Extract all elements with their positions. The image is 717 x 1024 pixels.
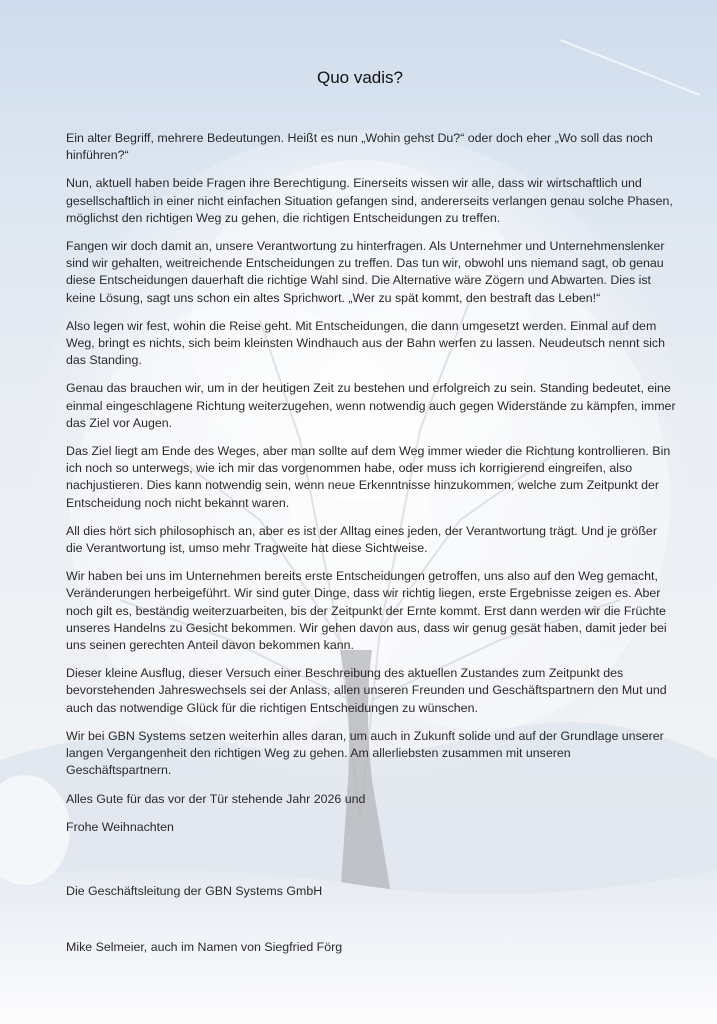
paragraph: Das Ziel liegt am Ende des Weges, aber man sollte auf dem Weg immer wieder die Richtung kontrollieren. Bin ich noch so unterwegs, wie ich mir das vorgenommen habe, oder muss ich korrigierend eingreifen, also nachjustieren. Dies kann notwendig sein, wenn neue Erkenntnisse hinzukommen, welche zum Zeitpunkt der Entscheidung noch nicht bekannt waren. bbox=[66, 444, 671, 510]
paragraph: Genau das brauchen wir, um in der heutigen Zeit zu bestehen und erfolgreich zu sein. Standing bedeutet, eine einmal eingeschlagene Richtung weiterzugehen, wenn notwendig auch gegen Widerstände zu kämpfen, immer das Ziel vor Augen. bbox=[66, 381, 676, 430]
signature-names: Mike Selmeier, auch im Namen von Siegfried Förg bbox=[66, 940, 343, 954]
paragraph: Also legen wir fest, wohin die Reise geht. Mit Entscheidungen, die dann umgesetzt werden. Einmal auf dem Weg, bringt es nichts, sich beim kleinsten Windhauch aus der Bahn werfen zu lassen. Neudeutsch nennt sich das Standing. bbox=[66, 318, 665, 368]
signature-company: Die Geschäftsleitung der GBN Systems GmbH bbox=[66, 884, 323, 898]
paragraph: Dieser kleine Ausflug, dieser Versuch einer Beschreibung des aktuellen Zustandes zum Zeitpunkt des bevorstehenden Jahreswechsels sei der Anlass, allen unseren Freunden und Geschäftspartnern den Mut und auch das notwendige Glück für die richtigen Entscheidungen zu wünschen. bbox=[66, 666, 667, 715]
letter-body bbox=[66, 130, 676, 847]
page-title: Quo vadis? bbox=[317, 68, 403, 87]
paragraph: Wir haben bei uns im Unternehmen bereits erste Entscheidungen getroffen, uns also auf den Weg gemacht, Veränderungen herbeigeführt. Wir sind guter Dinge, dass wir richtig liegen, erste Ergebnisse zeigen es. Aber noch gilt es, beständig weiterzuarbeiten, bis der Zeitpunkt der Ernte kommt. Erst dann werden wir die Früchte unseres Handelns zu Gesicht bekommen. Wir gehen davon aus, dass wir genug gesät haben, damit jeder bei uns seinen gerechten Anteil davon bekommen kann. bbox=[66, 569, 667, 653]
paragraph: All dies hört sich philosophisch an, aber es ist der Alltag eines jeden, der Verantwortung trägt. Und je größer die Verantwortung ist, umso mehr Tragweite hat diese Sichtweise. bbox=[66, 523, 657, 556]
paragraph: Ein alter Begriff, mehrere Bedeutungen. Heißt es nun „Wohin gehst Du?“ oder doch eher „Wo soll das noch hinführen?“ bbox=[66, 131, 653, 163]
paragraph: Nun, aktuell haben beide Fragen ihre Berechtigung. Einerseits wissen wir alle, dass wir wirtschaftlich und gesellschaftlich in einer nicht einfachen Situation gefangen sind, andererseits verlangen genau solche Phasen, möglichst den richtigen Weg zu gehen, die richtigen Entscheidungen zu treffen. bbox=[66, 176, 673, 225]
paragraph: Frohe Weihnachten bbox=[66, 819, 174, 834]
paragraph: Fangen wir doch damit an, unsere Verantwortung zu hinterfragen. Als Unternehmer und Unternehmenslenker sind wir gehalten, weitreichende Entscheidungen zu treffen. Das tun wir, obwohl uns niemand sagt, ob genau diese Entscheidungen dauerhaft die richtige Wahl sind. Die Alternative wäre Zögern und Abwarten. Dies ist keine Lösung, sagt uns schon ein altes Sprichwort. „Wer zu spät kommt, den bestraft das Leben!“ bbox=[66, 239, 665, 305]
paragraph: Alles Gute für das vor der Tür stehende Jahr 2026 und bbox=[66, 791, 366, 806]
paragraph: Wir bei GBN Systems setzen weiterhin alles daran, um auch in Zukunft solide und auf der Grundlage unserer langen Vergangenheit den richtigen Weg zu gehen. Am allerliebsten zusammen mit unseren Geschäftspartnern. bbox=[66, 728, 664, 778]
